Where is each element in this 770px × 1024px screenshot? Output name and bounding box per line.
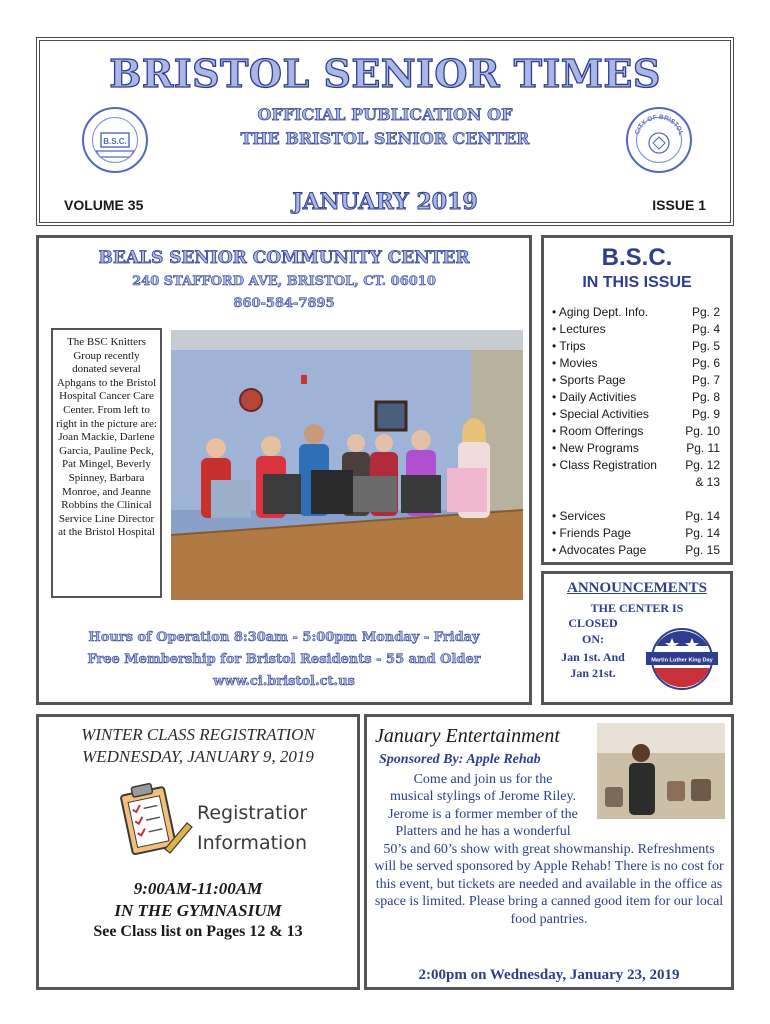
toc-subtitle: IN THIS ISSUE — [582, 274, 692, 291]
masthead — [36, 37, 734, 226]
center-name: BEALS SENIOR COMMUNITY CENTER — [98, 248, 470, 268]
closure-date: Jan 1st. And — [561, 650, 625, 664]
city-seal-icon — [626, 107, 692, 173]
volume-number: VOLUME 35 — [64, 197, 144, 213]
toc-item[interactable]: • Friends Page Pg. 14 — [552, 525, 720, 542]
hours-of-operation: Hours of Operation 8:30am - 5:00pm Monday - Friday — [88, 630, 480, 645]
toc-item[interactable]: • Daily Activities Pg. 8 — [552, 389, 720, 406]
winter-registration-box — [36, 714, 360, 990]
toc-list — [552, 304, 720, 559]
toc-item[interactable]: • Lectures Pg. 4 — [552, 321, 720, 338]
entertainment-box — [364, 714, 734, 990]
issue-number: ISSUE 1 — [652, 197, 706, 213]
toc-item[interactable]: • Trips Pg. 5 — [552, 338, 720, 355]
closure-notice-line: CLOSED — [568, 616, 618, 630]
toc-item[interactable]: • Aging Dept. Info. Pg. 2 — [552, 304, 720, 321]
svg-text:B.S.C.: B.S.C. — [103, 137, 127, 146]
registration-date: WEDNESDAY, JANUARY 9, 2019 — [82, 747, 314, 766]
entertainment-title: January Entertainment — [375, 725, 560, 747]
toc-item[interactable]: • New Programs Pg. 11 — [552, 440, 720, 457]
closure-notice-line: THE CENTER IS — [590, 601, 684, 615]
closure-date: Jan 21st. — [570, 666, 616, 680]
toc-item-continued: & 13 — [695, 475, 720, 489]
toc-spacer — [552, 491, 720, 508]
svg-text:Registration: Registration — [197, 802, 307, 824]
closure-notice-line: ON: — [582, 632, 604, 646]
website-link[interactable]: www.ci.bristol.ct.us — [213, 674, 355, 689]
toc-item[interactable]: • Sports Page Pg. 7 — [552, 372, 720, 389]
entertainment-description: Come and join us for the musical stylings of Jerome Riley. Jerome is a former member of the Platters and he has a wonderful — [388, 772, 578, 840]
entertainment-details: 50’s and 60’s show with great showmanship. Refreshments will be served sponsored by Apple Rehab! There is no cost for this event, but tickets are needed and available in the office as space is limited. Please bring a canned good item for our local food pantries. — [374, 842, 724, 927]
publication-subtitle: OFFICIAL PUBLICATION OF — [257, 105, 513, 124]
bsc-seal-icon — [82, 107, 148, 173]
entertainment-sponsor: Sponsored By: Apple Rehab — [379, 752, 541, 767]
center-phone: 860-584-7895 — [233, 296, 335, 311]
clipboard-icon — [117, 779, 307, 869]
announcements-title: ANNOUNCEMENTS — [566, 580, 707, 596]
svg-text:CITY OF BRISTOL: CITY OF BRISTOL — [633, 113, 685, 137]
svg-text:Martin Luther King Day: Martin Luther King Day — [651, 657, 713, 664]
toc-item[interactable]: • Special Activities Pg. 9 — [552, 406, 720, 423]
mlk-day-badge-icon — [642, 626, 722, 692]
registration-location: IN THE GYMNASIUM — [114, 901, 282, 920]
svg-text:Information: Information — [197, 832, 307, 854]
toc-item[interactable]: • Services Pg. 14 — [552, 508, 720, 525]
newsletter-title: BRISTOL SENIOR TIMES — [109, 51, 661, 96]
performer-photo — [597, 723, 725, 819]
center-info-box — [36, 235, 532, 705]
issue-date: JANUARY 2019 — [292, 189, 478, 215]
center-address: 240 STAFFORD AVE, BRISTOL, CT. 06010 — [132, 274, 436, 289]
registration-heading: WINTER CLASS REGISTRATION — [81, 725, 315, 744]
toc-item[interactable]: • Movies Pg. 6 — [552, 355, 720, 372]
in-this-issue-box — [541, 235, 733, 565]
membership-info: Free Membership for Bristol Residents - 55 and Older — [87, 652, 481, 667]
announcements-box — [541, 571, 733, 705]
photo-caption: The BSC Knitters Group recently donated several Aphgans to the Bristol Hospital Cancer Care Center. From left to right in the picture are: Joan Mackie, Darlene Garcia, Pauline Peck, Pat Mingel, Beverly Spinney, Barbara Monroe, and Jeanne Robbins the Clinical Service Line Director at the Bristol Hospital — [51, 328, 162, 598]
class-list-reference: See Class list on Pages 12 & 13 — [93, 923, 303, 940]
knitters-group-photo — [171, 330, 523, 600]
entertainment-time: 2:00pm on Wednesday, January 23, 2019 — [418, 967, 680, 983]
toc-item[interactable]: • Advocates Page Pg. 15 — [552, 542, 720, 559]
publication-subtitle-2: THE BRISTOL SENIOR CENTER — [240, 129, 530, 148]
toc-title: B.S.C. — [601, 244, 673, 271]
toc-item[interactable]: • Room Offerings Pg. 10 — [552, 423, 720, 440]
toc-item[interactable]: • Class Registration Pg. 12 — [552, 457, 720, 474]
registration-time: 9:00AM-11:00AM — [133, 879, 263, 898]
